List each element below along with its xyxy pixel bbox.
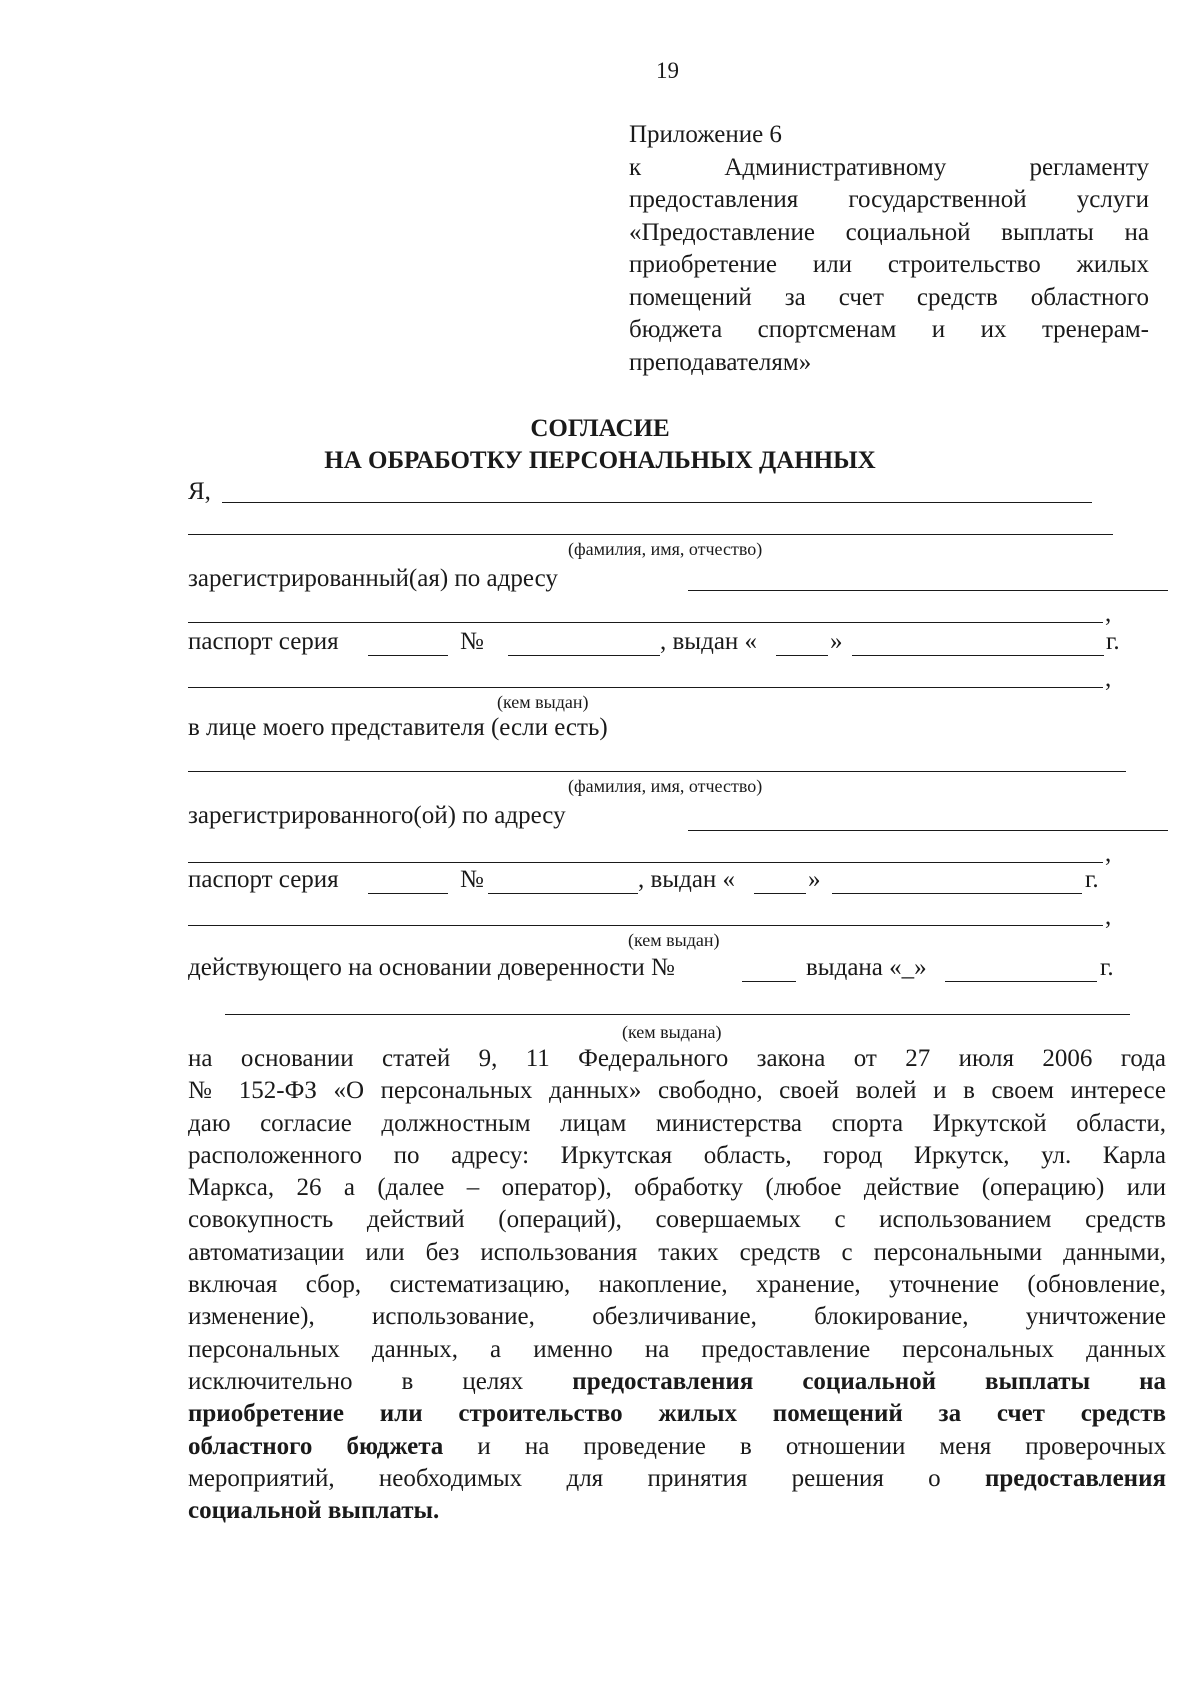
paragraph-bold-text: предоставления xyxy=(984,1464,1166,1492)
document-subtitle: НА ОБРАБОТКУ ПЕРСОНАЛЬНЫХ ДАННЫХ xyxy=(324,447,876,474)
appendix-line: приобретение или строительство жилых xyxy=(629,251,1149,278)
paragraph-line: № 152-ФЗ «О персональных данных» свободно, своей волей и в своем интересе xyxy=(188,1077,1166,1105)
proxy-number-input[interactable] xyxy=(742,981,796,982)
proxy-date-input[interactable] xyxy=(945,981,1097,982)
proxy-year-suffix: г. xyxy=(1100,954,1114,981)
paragraph-line: включая сбор, систематизацию, накопление, хранение, уточнение (обновление, xyxy=(188,1271,1166,1299)
appendix-line: предоставления государственной услуги xyxy=(629,186,1149,213)
document-title: СОГЛАСИЕ xyxy=(530,415,670,442)
paragraph-bold-text: предоставления социальной выплаты на xyxy=(572,1367,1166,1395)
paragraph-bold-text: областного бюджета xyxy=(188,1432,444,1460)
paragraph-line: совокупность действий (операций), совершаемых с использованием средств xyxy=(188,1206,1166,1234)
paragraph-text: и на проведение в отношении меня проверочных xyxy=(477,1432,1167,1460)
issued-close: » xyxy=(830,628,843,655)
issue-date-input[interactable] xyxy=(852,655,1104,656)
i-label: Я, xyxy=(188,478,211,505)
fio-input-line-2[interactable] xyxy=(188,534,1113,535)
comma: , xyxy=(1105,903,1112,930)
rep-issued-by-input-line[interactable] xyxy=(188,925,1103,926)
consent-paragraph xyxy=(188,1043,1166,1527)
comma: , xyxy=(1105,665,1112,692)
rep-passport-series-input[interactable] xyxy=(368,893,448,894)
paragraph-line: Маркса, 26 а (далее – оператор), обработку (любое действие (операцию) или xyxy=(188,1174,1166,1202)
appendix-line: к Административному регламенту xyxy=(629,153,1149,181)
issue-day-input[interactable] xyxy=(776,655,828,656)
paragraph-bold-text: социальной выплаты. xyxy=(188,1497,440,1525)
appendix-line: Приложение 6 xyxy=(629,121,782,148)
paragraph-text: исключительно в целях xyxy=(188,1367,524,1395)
fio-caption: (фамилия, имя, отчество) xyxy=(568,539,763,559)
paragraph-line: автоматизации или без использования таких средств с персональными данными, xyxy=(188,1238,1166,1266)
number-sign: № xyxy=(460,628,484,655)
issued-by-input-line[interactable] xyxy=(188,687,1103,688)
appendix-line: преподавателям» xyxy=(629,348,812,376)
paragraph-line xyxy=(188,1366,1166,1398)
passport-series-input[interactable] xyxy=(368,655,448,656)
proxy-issued-by-caption: (кем выдана) xyxy=(622,1022,722,1042)
proxy-issued-label: выдана «_» xyxy=(806,954,927,981)
address-input-line[interactable] xyxy=(688,590,1168,591)
rep-address-input-line[interactable] xyxy=(688,830,1168,831)
rep-issued-close: » xyxy=(808,866,821,893)
rep-issued-label: , выдан « xyxy=(638,866,736,893)
appendix-line: «Предоставление социальной выплаты на xyxy=(629,218,1149,246)
paragraph-line xyxy=(188,1431,1166,1463)
paragraph-line: на основании статей 9, 11 Федерального закона от 27 июля 2006 года xyxy=(188,1045,1166,1072)
rep-year-suffix: г. xyxy=(1085,866,1099,893)
paragraph-bold-text: приобретение или строительство жилых помещений за счет средств xyxy=(188,1400,1166,1428)
rep-fio-caption: (фамилия, имя, отчество) xyxy=(568,776,763,796)
issued-label: , выдан « xyxy=(660,628,758,655)
proxy-label: действующего на основании доверенности № xyxy=(188,954,675,981)
passport-series-label: паспорт серия xyxy=(188,628,339,655)
rep-issue-day-input[interactable] xyxy=(754,893,806,894)
proxy-issued-by-input-line[interactable] xyxy=(225,1014,1130,1015)
rep-passport-series-label: паспорт серия xyxy=(188,866,339,893)
passport-number-input[interactable] xyxy=(508,655,660,656)
registered-label: зарегистрированный(ая) по адресу xyxy=(188,565,558,592)
comma: , xyxy=(1105,600,1112,627)
paragraph-line: изменение), использование, обезличивание, блокирование, уничтожение xyxy=(188,1303,1166,1331)
rep-passport-number-input[interactable] xyxy=(488,893,638,894)
paragraph-line: персональных данных, а именно на предоставление персональных данных xyxy=(188,1335,1166,1363)
rep-issued-by-caption: (кем выдан) xyxy=(628,930,720,950)
rep-address-input-line-2[interactable] xyxy=(188,862,1103,863)
paragraph-line: расположенного по адресу: Иркутская область, город Иркутск, ул. Карла xyxy=(188,1141,1166,1169)
comma: , xyxy=(1105,840,1112,867)
issued-by-caption: (кем выдан) xyxy=(497,692,589,712)
appendix-header xyxy=(629,119,1149,379)
address-input-line-2[interactable] xyxy=(188,622,1103,623)
appendix-line: бюджета спортсменам и их тренерам- xyxy=(629,316,1149,343)
paragraph-line xyxy=(188,1463,1166,1495)
representative-label: в лице моего представителя (если есть) xyxy=(188,714,608,741)
rep-fio-input-line[interactable] xyxy=(188,771,1126,772)
page-number: 19 xyxy=(656,58,679,83)
rep-issue-date-input[interactable] xyxy=(832,893,1082,894)
paragraph-line xyxy=(188,1495,1166,1527)
appendix-line: помещений за счет средств областного xyxy=(629,283,1149,311)
paragraph-line: даю согласие должностным лицам министерства спорта Иркутской области, xyxy=(188,1109,1166,1137)
year-suffix: г. xyxy=(1106,628,1120,655)
paragraph-text: мероприятий, необходимых для принятия решения о xyxy=(188,1464,941,1492)
fio-input-line[interactable] xyxy=(222,502,1092,503)
paragraph-line xyxy=(188,1398,1166,1430)
rep-registered-label: зарегистрированного(ой) по адресу xyxy=(188,802,566,829)
rep-number-sign: № xyxy=(460,866,484,893)
